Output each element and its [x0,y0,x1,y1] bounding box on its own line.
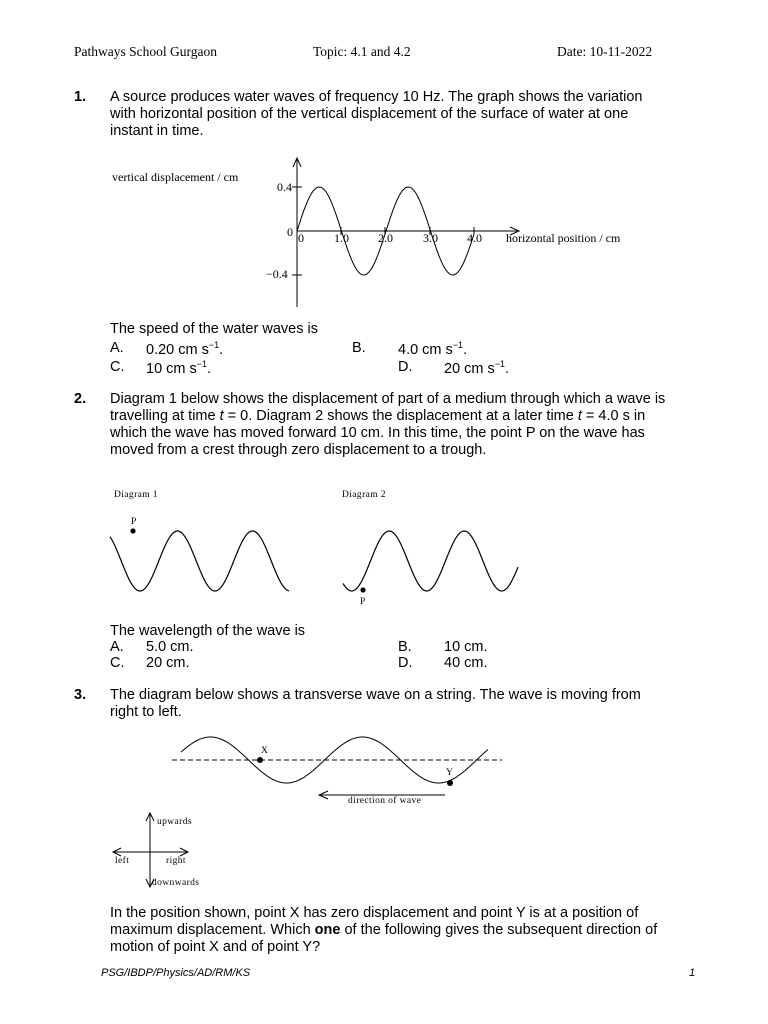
compass-down-label: downwards [152,878,200,888]
question-3-question: In the position shown, point X has zero displacement and point Y is at a position of maximum displacement. Which one of the following gives the subsequent direction of motion of point X and of point Y? [110,905,658,955]
school-name: Pathways School Gurgaon [74,44,217,59]
q1-option-b-letter[interactable]: B. [352,340,366,356]
question-3-stem: The diagram below shows a transverse wave on a string. The wave is moving from right to left. [110,687,641,720]
point-y [447,780,453,786]
q1-xtick-1: 1.0 [334,231,349,245]
q1-xtick-3: 3.0 [423,231,438,245]
compass-right-label: right [166,856,186,866]
q1-ytick-neg: −0.4 [266,267,288,281]
page-number: 1 [689,967,696,979]
q1-option-d-letter[interactable]: D. [398,359,413,375]
q1-option-a-letter[interactable]: A. [110,340,124,356]
point-y-label: Y [446,768,454,778]
q1-prompt: The speed of the water waves is [110,321,318,337]
q2-option-c-letter[interactable]: C. [110,655,125,671]
q2-option-b-letter[interactable]: B. [398,639,412,655]
q1-xtick-4: 4.0 [467,231,482,245]
q1-option-c[interactable]: 10 cm $s^{-1}$. [146,359,212,377]
question-3-number: 3. [74,687,87,703]
q2-option-b[interactable]: 10 cm. [444,639,488,655]
q2-prompt: The wavelength of the wave is [110,623,306,639]
question-1-stem: A source produces water waves of frequency 10 Hz. The graph shows the variation with horizontal position of the vertical displacement of the surface of water at one instant in time. [110,89,643,139]
q2-option-d[interactable]: 40 cm. [444,655,488,671]
q2-option-a[interactable]: 5.0 cm. [146,639,194,655]
diagram-2-point-p-label: P [360,597,366,607]
q2-option-c[interactable]: 20 cm. [146,655,190,671]
footer-code: PSG/IBDP/Physics/AD/RM/KS [101,967,251,979]
compass-up-label: upwards [157,817,192,827]
question-1-number: 1. [74,89,87,105]
point-x [257,757,263,763]
q1-option-d[interactable]: 20 cm $s^{-1}$. [444,359,510,377]
question-2-number: 2. [74,391,87,407]
diagram-1-point-p-label: P [131,517,137,527]
q1-graph-xlabel: horizontal position / cm [506,231,621,245]
q1-ytick-zero: 0 [287,225,293,239]
topic-label: Topic: 4.1 and 4.2 [313,44,411,59]
q1-option-c-letter[interactable]: C. [110,359,125,375]
q1-graph-ylabel: vertical displacement / cm [112,170,239,184]
q1-ytick-pos: 0.4 [277,180,292,194]
q2-option-d-letter[interactable]: D. [398,655,413,671]
question-2-stem: Diagram 1 below shows the displacement of part of a medium through which a wave is travelling at time t = 0. Diagram 2 shows the displacement at a later time t = 4.0 s in which the wave has moved forward 10 cm. In this time, the point P on the wave has moved from a crest through zero displacement to a trough. [110,391,666,458]
direction-arrow [319,791,445,799]
point-x-label: X [261,746,269,756]
diagram-1-label: Diagram 1 [114,490,158,500]
compass-left-label: left [115,856,130,866]
q1-xtick-2: 2.0 [378,231,393,245]
direction-of-wave-label: direction of wave [348,796,422,806]
q1-option-a[interactable]: 0.20 cm $s^{-1}$. [146,340,224,358]
compass [113,813,188,887]
diagram-2-label: Diagram 2 [342,490,386,500]
date-label: Date: 10-11-2022 [557,44,653,59]
q1-xtick-0: 0 [298,231,304,245]
q2-option-a-letter[interactable]: A. [110,639,124,655]
q1-option-b[interactable]: 4.0 cm $s^{-1}$. [398,340,468,358]
